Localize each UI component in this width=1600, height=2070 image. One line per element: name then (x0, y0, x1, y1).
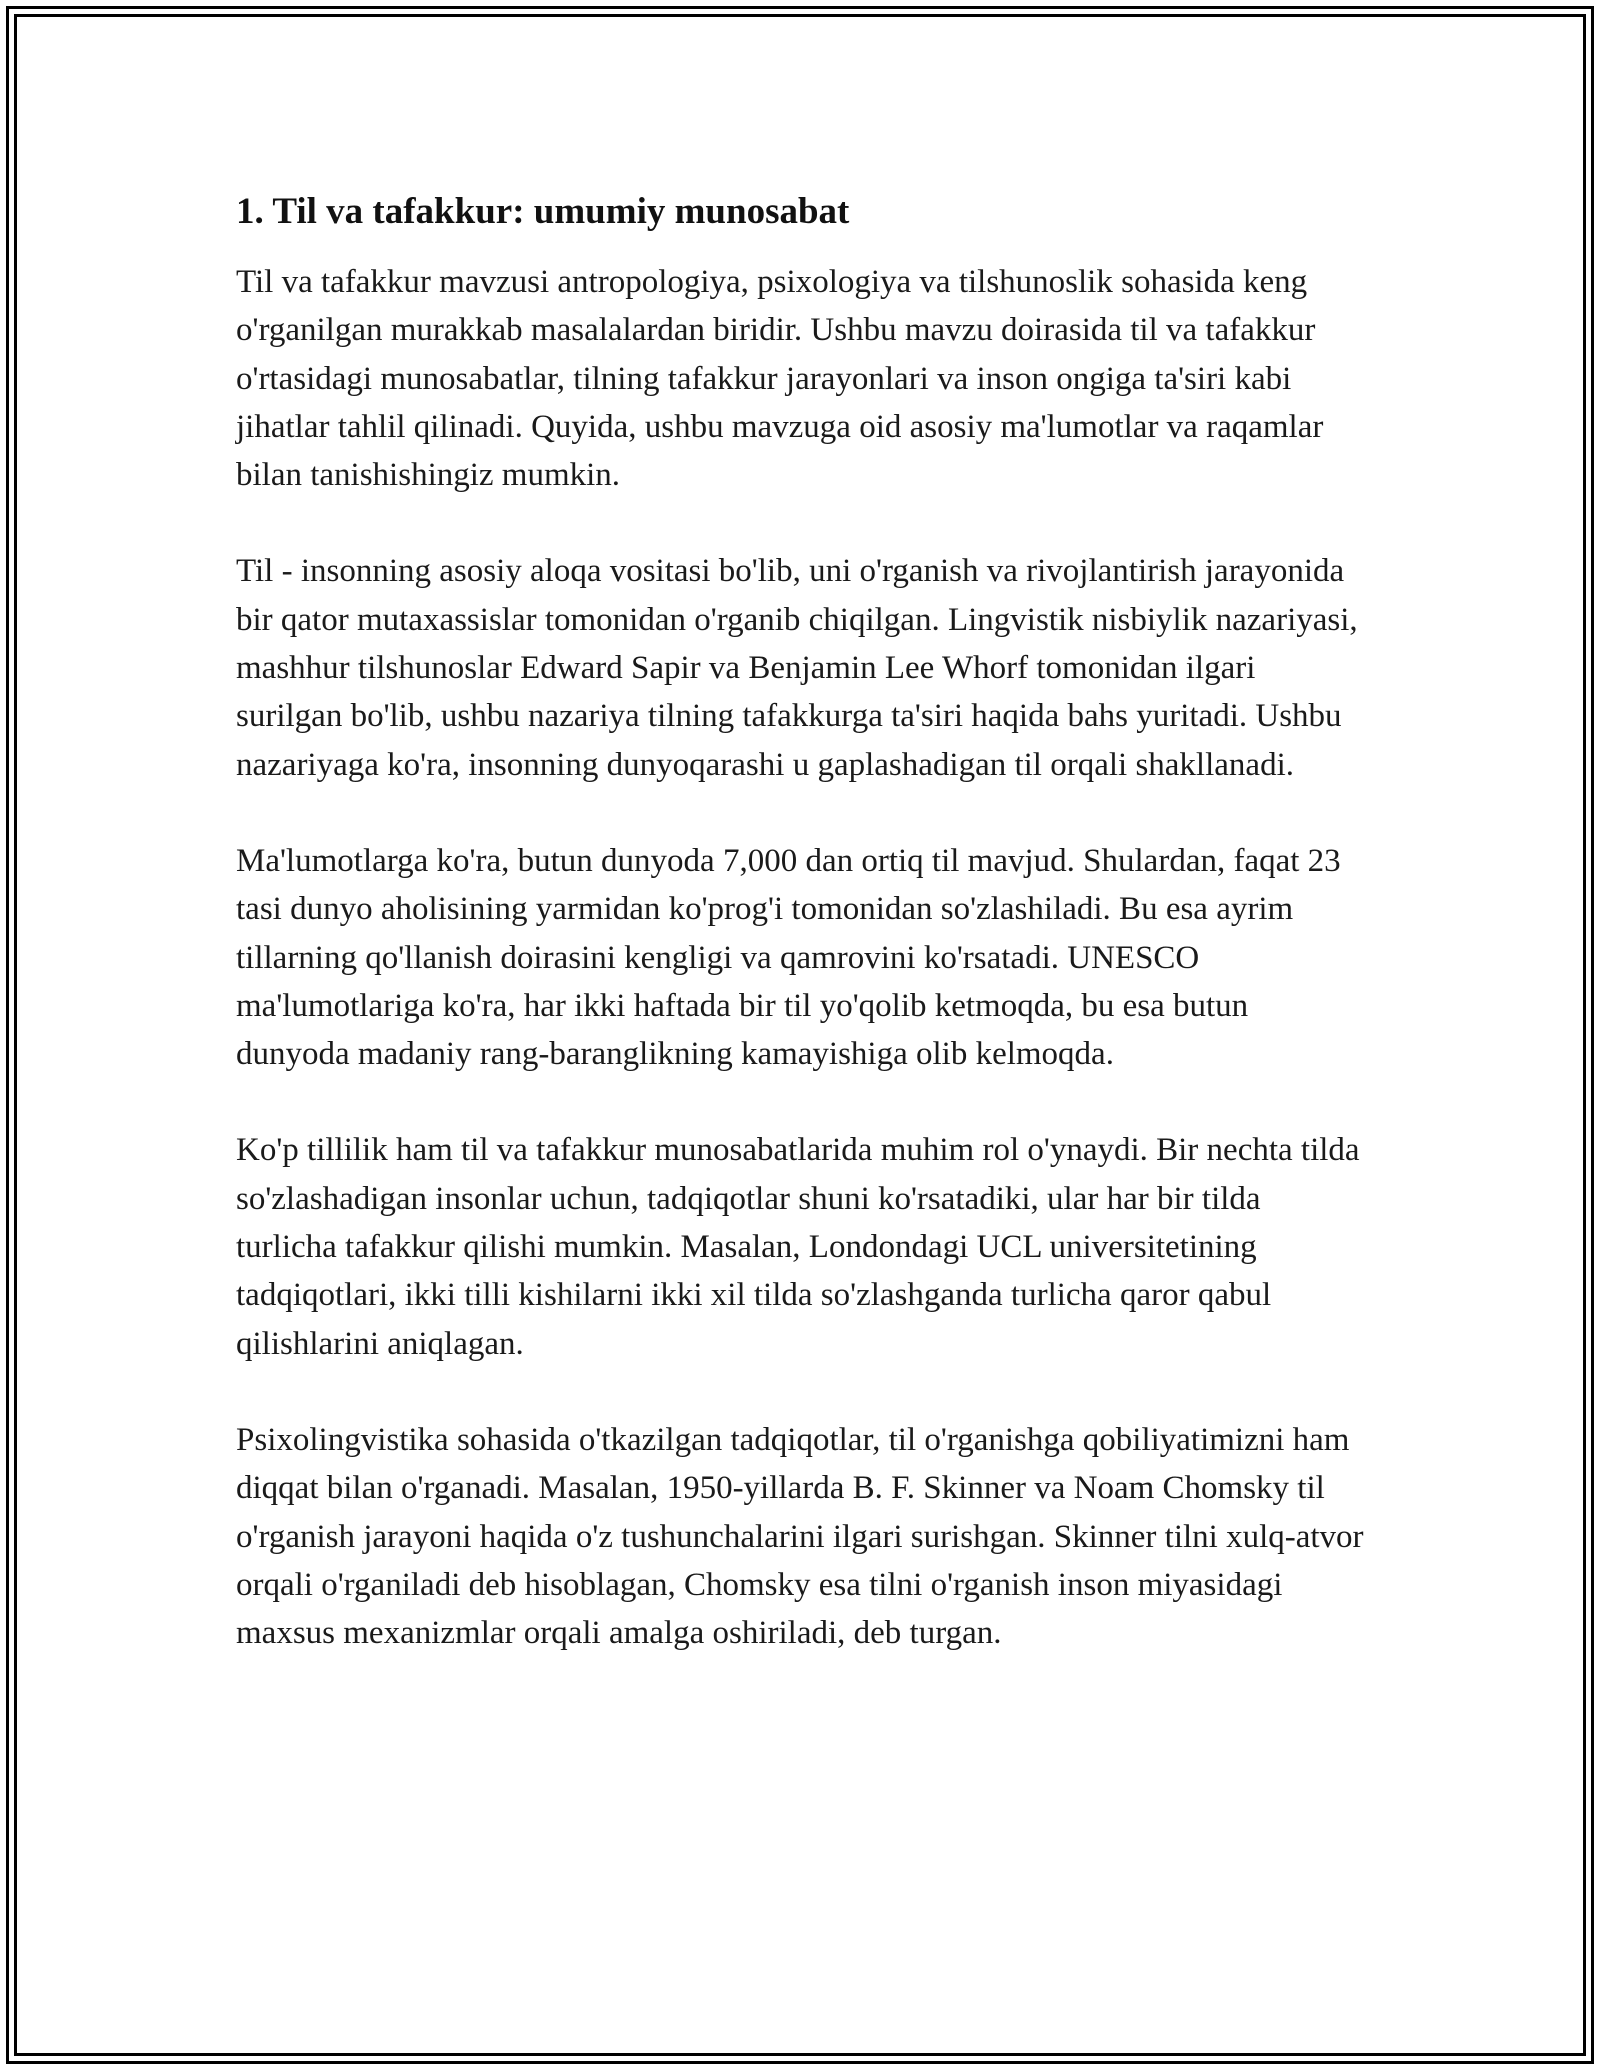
document-body (236, 188, 1366, 1705)
paragraph-2: Til - insonning asosiy aloqa vositasi bo'lib, uni o'rganish va rivojlantirish jarayonida bir qator mutaxassislar tomonidan o'rganib chiqilgan. Lingvistik nisbiylik nazariyasi, mashhur tilshunoslar Edward Sapir va Benjamin Lee Whorf tomonidan ilgari surilgan bo'lib, ushbu nazariya tilning tafakkurga ta'siri haqida bahs yuritadi. Ushbu nazariyaga ko'ra, insonning dunyoqarashi u gaplashadigan til orqali shakllanadi. (236, 553, 1358, 783)
section-heading: 1. Til va tafakkur: umumiy munosabat (236, 191, 850, 232)
paragraph-5: Psixolingvistika sohasida o'tkazilgan tadqiqotlar, til o'rganishga qobiliyatimizni ham diqqat bilan o'rganadi. Masalan, 1950-yillarda B. F. Skinner va Noam Chomsky til o'rganish jarayoni haqida o'z tushunchalarini ilgari surishgan. Skinner tilni xulq-atvor orqali o'rganiladi deb hisoblagan, Chomsky esa tilni o'rganish inson miyasidagi maxsus mexanizmlar orqali amalga oshiriladi, deb turgan. (236, 1421, 1364, 1652)
paragraph-1: Til va tafakkur mavzusi antropologiya, psixologiya va tilshunoslik sohasida keng o'rganilgan murakkab masalalardan biridir. Ushbu mavzu doirasida til va tafakkur o'rtasidagi munosabatlar, tilning tafakkur jarayonlari va inson ongiga ta'siri kabi jihatlar tahlil qilinadi. Quyida, ushbu mavzuga oid asosiy ma'lumotlar va raqamlar bilan tanishishingiz mumkin. (236, 264, 1324, 494)
paragraph-4: Ko'p tillilik ham til va tafakkur munosabatlarida muhim rol o'ynaydi. Bir nechta tilda so'zlashadigan insonlar uchun, tadqiqotlar shuni ko'rsatadiki, ular har bir tilda turlicha tafakkur qilishi mumkin. Masalan, Londondagi UCL universitetining tadqiqotlari, ikki tilli kishilarni ikki xil tilda so'zlashganda turlicha qaror qabul qilishlarini aniqlagan. (236, 1132, 1360, 1362)
paragraph-3: Ma'lumotlarga ko'ra, butun dunyoda 7,000 dan ortiq til mavjud. Shulardan, faqat 23 tasi dunyo aholisining yarmidan ko'prog'i tomonidan so'zlashiladi. Bu esa ayrim tillarning qo'llanish doirasini kengligi va qamrovini ko'rsatadi. UNESCO ma'lumotlariga ko'ra, har ikki haftada bir til yo'qolib ketmoqda, bu esa butun dunyoda madaniy rang-baranglikning kamayishiga olib kelmoqda. (236, 842, 1341, 1073)
